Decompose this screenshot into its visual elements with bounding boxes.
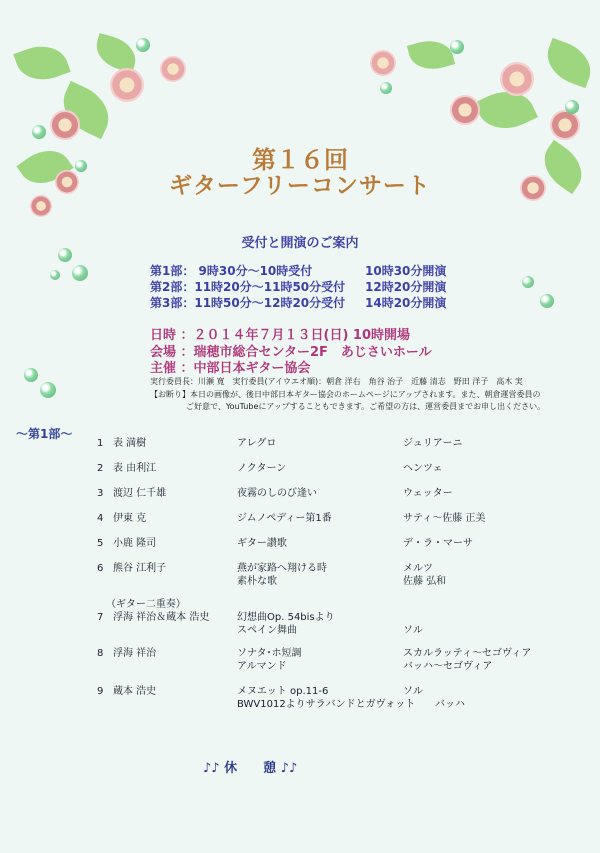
piece-title: ギター讃歌 — [237, 538, 287, 549]
piece-title: ソナタ･ホ短調 — [237, 648, 302, 659]
composer-name-2: 佐藤 弘和 — [403, 576, 447, 587]
schedule-start: 12時20分開演 — [365, 280, 447, 294]
piece-title: ジムノペディー第1番 — [237, 513, 332, 524]
performance-type: （ギター二重奏） — [106, 599, 186, 610]
program-number: 2 — [97, 463, 104, 474]
concert-number: 第１６回 — [252, 145, 348, 174]
program-number: 5 — [97, 538, 104, 549]
composer-name: デ・ラ・マーサ — [403, 538, 473, 549]
schedule-part: 第2部：11時20分～11時50分受付 — [150, 280, 346, 294]
piece-title-2: アルマンド — [237, 661, 287, 672]
piece-title: 燕が家路へ翔ける時 — [237, 563, 327, 574]
schedule-part: 第1部： 9時30分～10時受付 — [150, 264, 313, 278]
performer-name: 表 満樹 — [113, 438, 147, 449]
event-venue: 会場 ：瑞穂市総合センター2F あじさいホール — [150, 345, 432, 360]
composer-name-2: バッハ～セゴヴィア — [403, 661, 493, 672]
program-number: 4 — [97, 513, 104, 524]
piece-title-2: 素朴な歌 — [237, 576, 277, 587]
program-number: 6 — [97, 563, 104, 574]
piece-title: メヌエット op.11-6 — [237, 686, 329, 697]
performer-name: 渡辺 仁千雄 — [113, 488, 167, 499]
composer-name: ヘンツェ — [403, 463, 443, 474]
piece-title: ノクターン — [237, 463, 287, 474]
event-date: 日時 ：２０１４年７月１３日(日) 10時開場 — [150, 328, 411, 343]
notice-line-2: ご好意で、YouTubeにアップすることもできます。ご希望の方は、運営委員までお申し出ください。 — [186, 402, 546, 411]
committee-list: 実行委員長：川瀬 寛 実行委員(アイウエオ順)：朝倉 洋右 角谷 治子 近藤 清志 野田 洋子 高木 実 — [150, 377, 523, 386]
program-number: 7 — [97, 612, 104, 623]
program-number: 1 — [97, 438, 104, 449]
performer-name: 表 由利江 — [113, 463, 157, 474]
composer-name-2: バッハ — [435, 699, 465, 710]
performer-name: 熊谷 江利子 — [113, 563, 167, 574]
piece-title-2: BWV1012よりサラバンドとガヴォット — [237, 699, 416, 710]
schedule-part: 第3部：11時50分～12時20分受付 — [150, 296, 346, 310]
composer-name: ソル — [403, 686, 423, 697]
event-host: 主催 ：中部日本ギター協会 — [150, 361, 311, 376]
intermission: ♪♪ 休 憩 ♪♪ — [203, 761, 298, 776]
performer-name: 浮海 祥治 — [113, 648, 157, 659]
piece-title: 夜霧のしのび逢い — [237, 488, 317, 499]
composer-name: サティ～佐藤 正美 — [403, 513, 486, 524]
info-heading: 受付と開演のご案内 — [241, 236, 359, 251]
piece-title: 幻想曲Op. 54bisより — [237, 612, 335, 623]
program-number: 3 — [97, 488, 104, 499]
composer-name: ウェッター — [403, 488, 453, 499]
performer-name: 伊東 克 — [113, 513, 147, 524]
composer-name-2: ソル — [403, 625, 423, 636]
schedule-start: 14時20分開演 — [365, 296, 447, 310]
composer-name: メルツ — [403, 563, 433, 574]
performer-name: 小鹿 隆司 — [113, 538, 157, 549]
program-number: 8 — [97, 648, 104, 659]
concert-title: ギターフリーコンサート — [169, 172, 431, 199]
composer-name: スカルラッティ～セゴヴィア — [403, 648, 532, 659]
piece-title: アレグロ — [237, 438, 277, 449]
part-label: ～第1部～ — [16, 427, 73, 441]
program-number: 9 — [97, 686, 104, 697]
schedule-start: 10時30分開演 — [365, 264, 447, 278]
composer-name: ジュリアーニ — [403, 438, 463, 449]
notice-line-1: 【お断り】本日の画像が、後日中部日本ギター協会のホームページにアップされます。また、朝倉運営委員の — [150, 390, 541, 399]
performer-name: 蔵本 浩史 — [113, 686, 157, 697]
piece-title-2: スペイン舞曲 — [237, 625, 297, 636]
performer-name: 浮海 祥治＆蔵本 浩史 — [113, 612, 210, 623]
